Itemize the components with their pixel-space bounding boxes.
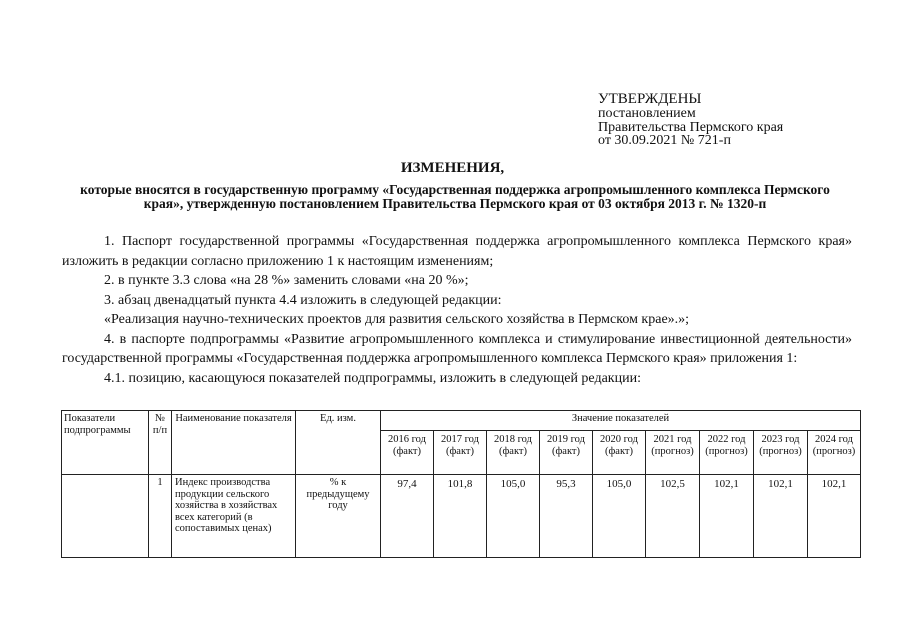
paragraph-4: 4. в паспорте подпрограммы «Развитие агропромышленного комплекса и стимулирование инвестиционной деятельности» государственной программы «Государственная поддержка агропромышленного комплекса Пермского края» приложения 1: <box>62 331 852 366</box>
cell-value: 97,4 <box>381 475 434 558</box>
header-indicators: Показатели подпрограммы <box>62 411 149 475</box>
header-values-group: Значение показателей <box>381 411 861 431</box>
year-header: 2018 год (факт) <box>487 431 540 475</box>
year-header: 2022 год (прогноз) <box>700 431 754 475</box>
year-header: 2017 год (факт) <box>434 431 487 475</box>
indicators-table <box>61 410 861 558</box>
cell-value: 102,1 <box>808 475 861 558</box>
table-header-row <box>62 411 861 431</box>
cell-value: 95,3 <box>540 475 593 558</box>
cell-value: 105,0 <box>593 475 646 558</box>
cell-unit: % к предыдущему году <box>296 475 381 558</box>
cell-value: 105,0 <box>487 475 540 558</box>
cell-indicator-group <box>62 475 149 558</box>
year-header: 2019 год (факт) <box>540 431 593 475</box>
year-header: 2024 год (прогноз) <box>808 431 861 475</box>
header-number: № п/п <box>149 411 172 475</box>
year-header: 2023 год (прогноз) <box>754 431 808 475</box>
paragraph-3: 3. абзац двенадцатый пункта 4.4 изложить в следующей редакции: <box>104 292 502 308</box>
header-unit: Ед. изм. <box>296 411 381 475</box>
paragraph-1: 1. Паспорт государственной программы «Государственная поддержка агропромышленного комплекса Пермского края» изложить в редакции согласно приложению 1 к настоящим изменениям; <box>62 234 852 269</box>
cell-indicator-name: Индекс производства продукции сельского хозяйства в хозяйствах всех категорий (в сопоставимых ценах) <box>172 475 296 558</box>
year-header: 2016 год (факт) <box>381 431 434 475</box>
cell-value: 102,5 <box>646 475 700 558</box>
cell-value: 102,1 <box>700 475 754 558</box>
paragraph-2: 2. в пункте 3.3 слова «на 28 %» заменить словами «на 20 %»; <box>104 273 469 288</box>
header-name: Наименование показателя <box>172 411 296 475</box>
paragraph-4-1: 4.1. позицию, касающуюся показателей подпрограммы, изложить в следующей редакции: <box>104 370 641 386</box>
document-title: ИЗМЕНЕНИЯ, <box>400 160 505 176</box>
table-row <box>62 475 861 558</box>
approval-block <box>598 91 783 148</box>
document-subtitle: которые вносятся в государственную программу «Государственная поддержка агропромышленного комплекса Пермского края», утвержденную постановлением Правительства Пермского края от 03 октября 2013 г. № 1320-п <box>80 182 830 211</box>
cell-value: 101,8 <box>434 475 487 558</box>
approval-heading: УТВЕРЖДЕНЫ <box>598 91 702 107</box>
document-body <box>62 232 852 388</box>
year-header: 2021 год (прогноз) <box>646 431 700 475</box>
cell-value: 102,1 <box>754 475 808 558</box>
year-header: 2020 год (факт) <box>593 431 646 475</box>
paragraph-quote: «Реализация научно-технических проектов для развития сельского хозяйства в Пермском крае».»; <box>104 312 690 327</box>
cell-number: 1 <box>149 475 172 558</box>
approval-line: Правительства Пермского края <box>598 119 784 135</box>
approval-line: постановлением <box>598 106 696 121</box>
approval-date-line: от 30.09.2021 № 721-п <box>598 133 731 148</box>
